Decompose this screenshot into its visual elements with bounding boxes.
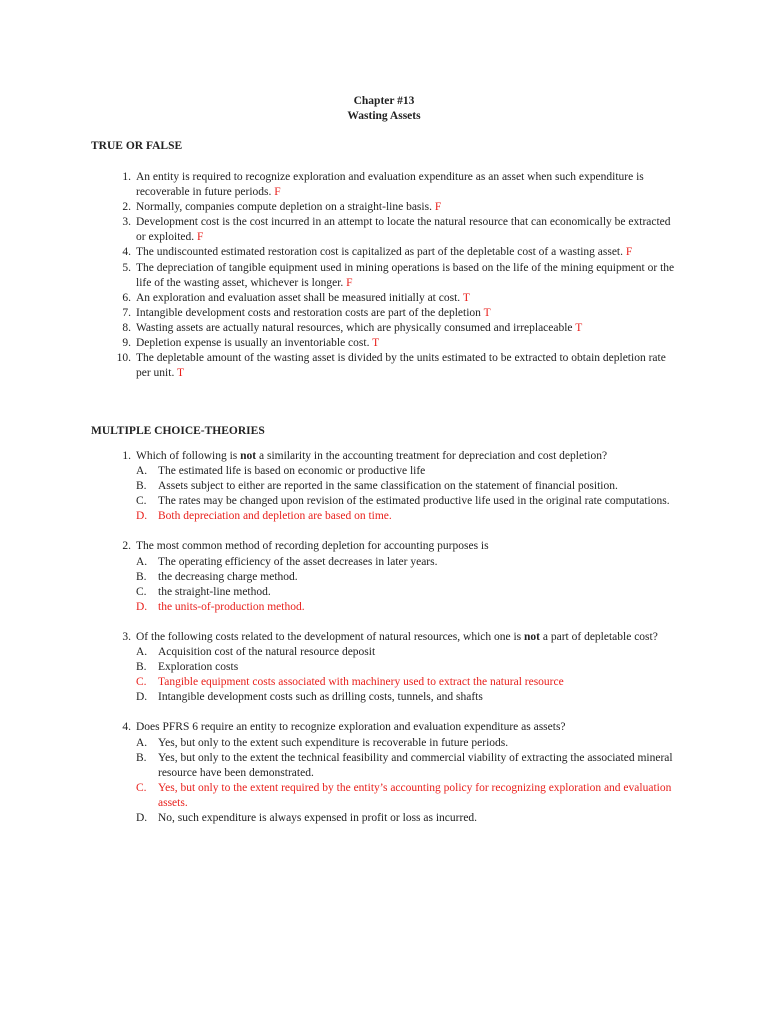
tf-item — [91, 321, 681, 336]
question-number: 3. — [122, 630, 131, 643]
option-text: The estimated life is based on economic or productive life — [158, 465, 426, 478]
statement-text: Intangible development costs and restoration costs are part of the depletion — [136, 306, 481, 319]
option-letter: C. — [136, 676, 147, 689]
option — [136, 570, 681, 585]
tf-item — [91, 351, 681, 381]
option — [136, 736, 681, 751]
option — [136, 479, 681, 494]
correct-option — [136, 600, 681, 615]
option — [136, 585, 681, 600]
option — [136, 690, 681, 705]
option-text: Acquisition cost of the natural resource deposit — [158, 646, 376, 659]
option-text: Yes, but only to the extent such expenditure is recoverable in future periods. — [158, 736, 509, 749]
answer-mark: T — [575, 321, 583, 334]
answer-mark: T — [462, 291, 470, 304]
item-number: 8. — [122, 321, 131, 334]
mc-question — [91, 720, 681, 826]
question-emphasis: not — [240, 450, 257, 462]
option-text: Tangible equipment costs associated with machinery used to extract the natural resource — [158, 676, 564, 689]
option-letter: C. — [136, 495, 147, 508]
answer-mark: T — [177, 367, 185, 380]
question-text: Of the following costs related to the development of natural resources, which one is — [136, 630, 525, 643]
question-spacer — [91, 615, 681, 630]
multiple-choice-list — [91, 449, 681, 826]
option-text: Assets subject to either are reported in the same classification on the statement of financial position. — [158, 480, 618, 493]
answer-mark: F — [274, 186, 281, 199]
option-letter: A. — [136, 555, 148, 568]
option — [136, 464, 681, 479]
tf-item — [91, 215, 681, 245]
statement-text: The depletable amount of the wasting asset is divided by the units estimated to be extracted to obtain depletion rate per unit. — [136, 352, 666, 380]
statement-text: The depreciation of tangible equipment used in mining operations is based on the life of the mining equipment or the life of the wasting asset, whichever is longer. — [136, 261, 675, 289]
option-text: Yes, but only to the extent required by the entity’s accounting policy for recognizing exploration and evaluation assets. — [158, 781, 672, 809]
question-number: 4. — [122, 721, 131, 734]
question-text: Which of following is — [136, 450, 241, 462]
item-number: 6. — [122, 291, 131, 304]
question-spacer — [91, 524, 681, 539]
option-letter: A. — [136, 465, 148, 478]
correct-option — [136, 781, 681, 811]
answer-mark: T — [372, 337, 380, 350]
question-number: 2. — [122, 540, 131, 553]
true-false-list — [91, 170, 681, 381]
item-number: 3. — [122, 216, 131, 229]
mc-question — [91, 630, 681, 705]
option-letter: B. — [136, 661, 147, 674]
option-letter: A. — [136, 736, 148, 749]
answer-mark: F — [346, 276, 353, 289]
tf-item — [91, 291, 681, 306]
answer-options — [136, 555, 681, 615]
option-letter: C. — [136, 781, 147, 794]
option-text: Both depreciation and depletion are based on time. — [158, 510, 392, 523]
option-text: No, such expenditure is always expensed in profit or loss as incurred. — [158, 811, 478, 824]
item-number: 4. — [122, 246, 131, 259]
answer-mark: F — [197, 231, 204, 244]
chapter-title: Chapter #13 — [353, 95, 415, 107]
multiple-choice-heading: MULTIPLE CHOICE-THEORIES — [91, 425, 265, 437]
statement-text: Development cost is the cost incurred in an attempt to locate the natural resource that can economically be extracted or exploited. — [136, 216, 671, 244]
mc-question — [91, 539, 681, 614]
option-letter: B. — [136, 570, 147, 583]
answer-options — [136, 645, 681, 705]
option-text: the straight-line method. — [158, 585, 271, 598]
option-letter: D. — [136, 811, 148, 824]
item-number: 5. — [122, 261, 131, 274]
answer-options — [136, 736, 681, 827]
correct-option — [136, 509, 681, 524]
question-text-continued: a part of depletable cost? — [540, 630, 658, 643]
tf-item — [91, 200, 681, 215]
option-text: the decreasing charge method. — [158, 570, 298, 583]
statement-text: Normally, companies compute depletion on a straight-line basis. — [136, 201, 432, 214]
item-number: 10. — [116, 352, 131, 365]
option — [136, 494, 681, 509]
option-text: The operating efficiency of the asset decreases in later years. — [158, 555, 438, 568]
option-letter: D. — [136, 600, 148, 613]
tf-item — [91, 261, 681, 291]
question-number: 1. — [122, 450, 131, 462]
option-letter: D. — [136, 691, 148, 704]
option — [136, 645, 681, 660]
question-text: Does PFRS 6 require an entity to recognize exploration and evaluation expenditure as assets? — [136, 721, 566, 734]
option-text: the units-of-production method. — [158, 600, 305, 613]
correct-option — [136, 675, 681, 690]
mc-question — [91, 449, 681, 524]
answer-mark: F — [434, 201, 442, 214]
option-text: Intangible development costs such as drilling costs, tunnels, and shafts — [158, 691, 483, 704]
question-emphasis: not — [524, 630, 540, 643]
option-letter: D. — [136, 510, 148, 523]
item-number: 1. — [122, 171, 131, 183]
option — [136, 751, 681, 781]
option-letter: B. — [136, 751, 147, 764]
option-text: The rates may be changed upon revision of the estimated productive life used in the original rate computations. — [158, 495, 670, 508]
question-text-continued: a similarity in the accounting treatment for depreciation and cost depletion? — [256, 450, 608, 462]
option-letter: A. — [136, 646, 148, 659]
option-letter: C. — [136, 585, 147, 598]
true-false-heading: TRUE OR FALSE — [91, 140, 183, 152]
tf-item — [91, 336, 681, 351]
option — [136, 660, 681, 675]
statement-text: An entity is required to recognize exploration and evaluation expenditure as an asset when such expenditure is recoverable in future periods. — [136, 171, 644, 199]
answer-mark: F — [625, 246, 633, 259]
tf-item — [91, 306, 681, 321]
answer-options — [136, 464, 681, 524]
option-letter: B. — [136, 480, 147, 493]
chapter-subtitle: Wasting Assets — [347, 110, 421, 122]
item-number: 9. — [122, 337, 131, 350]
statement-text: Depletion expense is usually an inventoriable cost. — [136, 337, 370, 350]
tf-item — [91, 170, 681, 200]
option-text: Exploration costs — [158, 661, 239, 674]
question-text: The most common method of recording depletion for accounting purposes is — [136, 540, 489, 553]
answer-mark: T — [483, 306, 491, 319]
question-spacer — [91, 705, 681, 720]
statement-text: Wasting assets are actually natural resources, which are physically consumed and irreplaceable — [136, 321, 573, 334]
item-number: 2. — [122, 201, 131, 214]
option — [136, 811, 681, 826]
option-text: Yes, but only to the extent the technical feasibility and commercial viability of extracting the associated mineral resource have been demonstrated. — [158, 751, 673, 779]
statement-text: An exploration and evaluation asset shall be measured initially at cost. — [136, 291, 461, 304]
item-number: 7. — [122, 306, 131, 319]
option — [136, 555, 681, 570]
statement-text: The undiscounted estimated restoration cost is capitalized as part of the depletable cost of a wasting asset. — [136, 246, 623, 259]
tf-item — [91, 245, 681, 260]
